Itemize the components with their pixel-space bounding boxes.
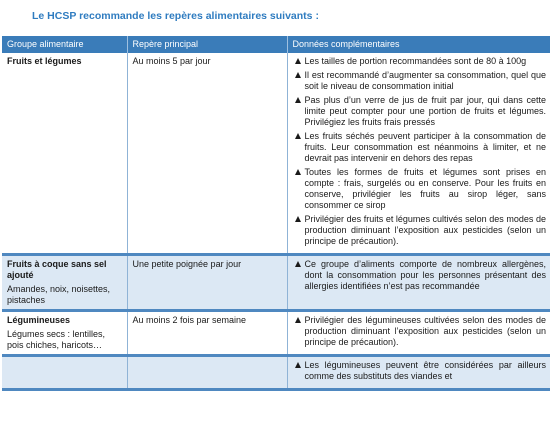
recommendations-table	[2, 36, 550, 391]
list-item	[293, 167, 547, 211]
list-item	[293, 95, 547, 128]
details-cell	[287, 255, 550, 311]
triangle-bullet-icon	[295, 133, 301, 139]
triangle-bullet-icon	[295, 58, 301, 64]
triangle-bullet-icon	[295, 317, 301, 323]
group-cell	[2, 356, 127, 390]
bullet-text: Les légumineuses peuvent être considérées par ailleurs comme des substituts des viandes et	[304, 360, 546, 381]
details-cell	[287, 356, 550, 390]
bullet-text: Les fruits séchés peuvent participer à la consommation de fruits. Leur consommation est néanmoins à limiter, et ne devrait pas intervenir en dehors des repas	[304, 131, 546, 163]
group-detail: Légumes secs : lentilles, pois chiches, haricots…	[7, 329, 106, 350]
list-item	[293, 360, 547, 382]
header-group: Groupe alimentaire	[2, 36, 127, 53]
table-row	[2, 311, 550, 356]
bullet-text: Privilégier des fruits et légumes cultivés selon des modes de production diminuant l’exposition aux pesticides (selon un principe de précaution).	[304, 214, 546, 246]
group-cell	[2, 255, 127, 311]
bullet-text: Privilégier des légumineuses cultivées selon des modes de production diminuant l’exposition aux pesticides (selon un principe de précaution).	[304, 315, 546, 347]
list-item	[293, 214, 547, 247]
list-item	[293, 315, 547, 348]
header-reco: Repère principal	[127, 36, 287, 53]
page-title: Le HCSP recommande les repères alimentaires suivants :	[32, 10, 319, 22]
triangle-bullet-icon	[295, 169, 301, 175]
reco-cell	[127, 356, 287, 390]
group-detail: Amandes, noix, noisettes, pistaches	[7, 284, 111, 305]
group-name: Fruits à coque sans sel ajouté	[7, 259, 107, 280]
group-cell	[2, 53, 127, 255]
table-row	[2, 356, 550, 390]
bullet-text: Toutes les formes de fruits et légumes sont prises en compte : frais, surgelés ou en conserve. Pour les fruits en conserve, privilégier les fruits au sirop léger, sans consommer ce sirop	[304, 167, 546, 210]
table-row	[2, 255, 550, 311]
bullet-text: Il est recommandé d’augmenter sa consommation, quel que soit le niveau de consommation initial	[304, 70, 546, 91]
triangle-bullet-icon	[295, 362, 301, 368]
header-details: Données complémentaires	[287, 36, 550, 53]
details-cell	[287, 311, 550, 356]
bullet-text: Pas plus d’un verre de jus de fruit par jour, qui dans cette limite peut compter pour une portion de fruits et légumes. Privilégiez les fruits frais pressés	[304, 95, 546, 127]
group-name: Légumineuses	[7, 315, 71, 325]
list-item	[293, 259, 547, 292]
group-name: Fruits et légumes	[7, 56, 82, 66]
bullet-text: Ce groupe d’aliments comporte de nombreux allergènes, dont la consommation pour les personnes présentant des allergies identifiées n’est pas recommandée	[304, 259, 546, 291]
details-cell	[287, 53, 550, 255]
triangle-bullet-icon	[295, 97, 301, 103]
list-item	[293, 70, 547, 92]
table-header-row	[2, 36, 550, 53]
list-item	[293, 56, 547, 67]
triangle-bullet-icon	[295, 216, 301, 222]
triangle-bullet-icon	[295, 261, 301, 267]
reco-cell: Au moins 5 par jour	[127, 53, 287, 255]
list-item	[293, 131, 547, 164]
reco-cell: Une petite poignée par jour	[127, 255, 287, 311]
reco-cell: Au moins 2 fois par semaine	[127, 311, 287, 356]
table-row	[2, 53, 550, 255]
group-cell	[2, 311, 127, 356]
bullet-text: Les tailles de portion recommandées sont de 80 à 100g	[304, 56, 527, 66]
triangle-bullet-icon	[295, 72, 301, 78]
